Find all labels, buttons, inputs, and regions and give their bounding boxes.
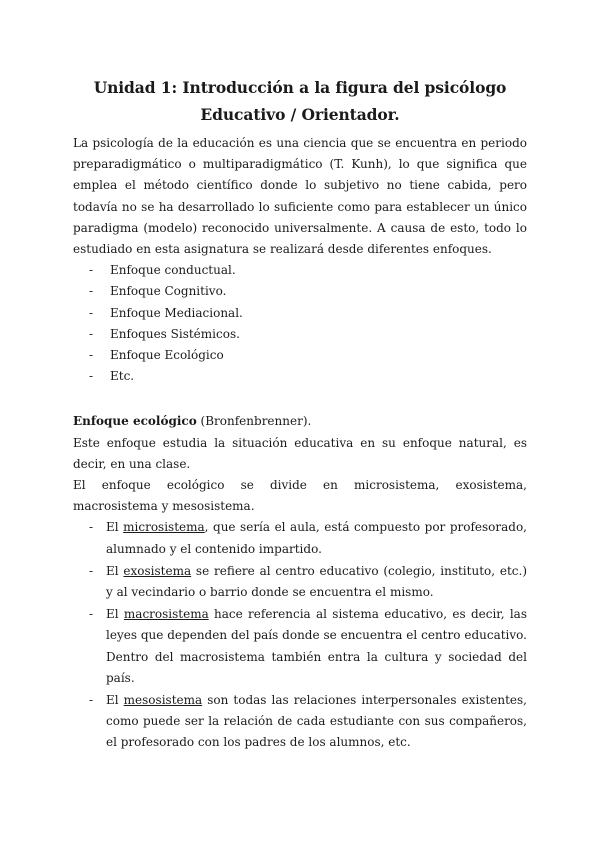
system-prefix: El [106,693,124,708]
system-prefix: El [106,607,124,622]
list-item [106,690,527,754]
ecological-paragraph-1: Este enfoque estudia la situación educativa en su enfoque natural, es decir, en una clase. [73,435,527,471]
systems-list [73,517,527,753]
system-prefix: El [106,520,124,535]
section-heading-bold: Enfoque ecológico [73,414,197,429]
list-item: - Enfoque Mediacional. [110,303,527,324]
system-term: exosistema [123,563,192,578]
system-prefix: El [106,563,124,578]
list-item: - Enfoques Sistémicos. [110,324,527,345]
system-term: microsistema [123,520,205,535]
section-heading-rest: (Bronfenbrenner). [196,414,312,429]
system-text: son todas las relaciones interpersonales existentes, como puede ser la relación de cada estudiante con sus compañeros, el profesorado con los padres de los alumnos, etc. [106,693,527,750]
system-text: , que sería el aula, está compuesto por profesorado, alumnado y el contenido impartido. [106,520,527,556]
section-heading [73,411,527,432]
list-item [106,517,527,559]
list-item: - Etc. [110,366,527,387]
intro-paragraph: La psicología de la educación es una ciencia que se encuentra en periodo preparadigmático o multiparadigmático (T. Kunh), lo que significa que emplea el método científico donde lo subjetivo no tiene cabida, pero todavía no se ha desarrollado lo suficiente como para establecer un único paradigma (modelo) reconocido universalmente. A causa de esto, todo lo estudiado en esta asignatura se realizará desde diferentes enfoques. [73,136,527,257]
list-item [106,604,527,689]
list-item: - Enfoque conductual. [110,260,527,281]
list-item: - Enfoque Cognitivo. [110,281,527,302]
approaches-list [73,260,527,387]
list-item [106,561,527,603]
system-term: macrosistema [123,607,209,622]
system-term: mesosistema [123,693,203,708]
list-item: - Enfoque Ecológico [110,345,527,366]
system-text: se refiere al centro educativo (colegio, instituto, etc.) y al vecindario o barrio donde se encuentra el mismo. [106,563,527,600]
ecological-paragraph-2: El enfoque ecológico se divide en microsistema, exosistema, macrosistema y mesosistema. [73,478,527,514]
page-title: Unidad 1: Introducción a la figura del psicólogo Educativo / Orientador. [93,78,507,124]
system-text: hace referencia al sistema educativo, es decir, las leyes que dependen del país donde se encuentra el centro educativo. Dentro del macrosistema también entra la cultura y sociedad del país. [106,607,527,685]
